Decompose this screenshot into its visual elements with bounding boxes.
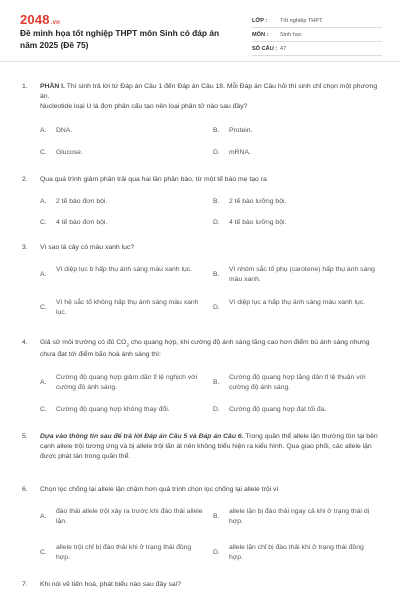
question-stem bbox=[40, 432, 385, 462]
question-number: 1. bbox=[22, 83, 28, 90]
option-text: Protein. bbox=[229, 127, 253, 134]
passage-lead: Dựa vào thông tin sau để trả lời Đáp án Câu 5 và Đáp án Câu 6. bbox=[40, 433, 244, 440]
logo-text: 2048 bbox=[20, 12, 50, 27]
option-text: allele lặn chỉ bị đào thải khi ở trạng thái đồng hợp. bbox=[229, 544, 364, 561]
meta-value: Sinh học bbox=[280, 31, 302, 38]
option-text: Cường độ quang hợp không thay đổi. bbox=[56, 406, 170, 413]
option-letter: D. bbox=[213, 219, 220, 226]
option-text: 4 tế bào lưỡng bội. bbox=[229, 219, 287, 226]
logo-suffix: .vn bbox=[50, 20, 61, 26]
option-letter: D. bbox=[213, 549, 220, 556]
option-text: đào thải allele trội xảy ra trước khi đào thải allele lặn. bbox=[56, 508, 203, 525]
question-number: 5. bbox=[22, 433, 28, 440]
meta-value: Tốt nghiệp THPT bbox=[280, 17, 323, 24]
question-stem bbox=[40, 338, 385, 360]
question-number: 7. bbox=[22, 581, 28, 588]
question-text bbox=[40, 82, 385, 112]
option-letter: B. bbox=[213, 513, 220, 520]
document-header bbox=[0, 0, 400, 62]
question-stem: Vì sao lá cây có màu xanh lục? bbox=[40, 244, 135, 251]
option-text: Vì diệp lục a hấp thụ ánh sáng màu xanh lục. bbox=[229, 299, 366, 306]
question-text-b: cho quang hợp, khi cường độ ánh sáng tăng cao hơn điểm bù ánh sáng nhưng chưa đạt tới điểm bão hoà ánh sáng thì: bbox=[40, 339, 370, 359]
option-letter: B. bbox=[213, 198, 220, 205]
option-letter: C. bbox=[40, 406, 47, 413]
question-number: 3. bbox=[22, 244, 28, 251]
option-text: allele lặn bị đào thải ngay cả khi ở trạng thái dị hợp. bbox=[229, 508, 370, 525]
option-letter: C. bbox=[40, 149, 47, 156]
option-text: DNA. bbox=[56, 127, 73, 134]
passage-text: Trong quần thể allele lặn thường tồn tại bên cạnh allele trội tương ứng và bị allele trội lấn át nên không biểu hiện ra kiểu hình. Qua giao phối, các allele lặn được phát tán trong quần thể. bbox=[40, 433, 378, 460]
option-text: allele trội chỉ bị đào thải khi ở trạng thái đồng hợp. bbox=[56, 544, 192, 561]
part-instruction: Thí sinh trả lời từ Đáp án Câu 1 đến Đáp án Câu 18. Mỗi Đáp án Câu hỏi thí sinh chỉ chọn một phương án. bbox=[40, 83, 378, 100]
option-text: Cường độ quang hợp giảm dần tỉ lệ nghịch với cường độ ánh sáng. bbox=[56, 374, 198, 391]
option-text: Vì nhóm sắc tố phụ (carotene) hấp thụ ánh sáng màu xanh. bbox=[229, 266, 375, 283]
option-text: Glucose. bbox=[56, 149, 83, 156]
option-letter: A. bbox=[40, 379, 47, 386]
question-stem: Chọn lọc chống lại allele lặn chậm hơn quá trình chọn lọc chống lại allele trội vì bbox=[40, 486, 279, 493]
option-letter: A. bbox=[40, 271, 47, 278]
option-letter: D. bbox=[213, 304, 220, 311]
meta-key: MÔN : bbox=[252, 31, 269, 38]
option-letter: A. bbox=[40, 127, 47, 134]
option-letter: A. bbox=[40, 198, 47, 205]
option-letter: C. bbox=[40, 304, 47, 311]
question-number: 2. bbox=[22, 176, 28, 183]
meta-value: 47 bbox=[280, 45, 287, 52]
option-letter: D. bbox=[213, 149, 220, 156]
meta-row-subject bbox=[252, 28, 382, 42]
meta-row-class bbox=[252, 14, 382, 28]
question-stem: Nucleotide loại U là đơn phân cấu tạo nên loại phân tử nào sau đây? bbox=[40, 103, 248, 110]
option-letter: B. bbox=[213, 271, 220, 278]
site-logo[interactable] bbox=[20, 12, 60, 27]
part-label: PHẦN I. bbox=[40, 83, 65, 90]
option-letter: B. bbox=[213, 127, 220, 134]
question-subscript: 2 bbox=[126, 342, 129, 348]
document-title: Đề minh họa tốt nghiệp THPT môn Sinh có đáp án năm 2025 (Đề 75) bbox=[20, 28, 220, 50]
option-text: Cường độ quang hợp đạt tối đa. bbox=[229, 406, 327, 413]
document-meta bbox=[252, 14, 382, 56]
question-number: 4. bbox=[22, 339, 28, 346]
meta-key: SỐ CÂU : bbox=[252, 45, 278, 52]
question-stem: Qua quá trình giảm phân trải qua hai lần phân bào, từ một tế bào mẹ tạo ra bbox=[40, 176, 267, 183]
option-letter: B. bbox=[213, 379, 220, 386]
option-text: Cường độ quang hợp tăng dần tỉ lệ thuận với cường độ ánh sáng. bbox=[229, 374, 366, 391]
option-text: Vì hệ sắc tố không hấp thụ ánh sáng màu xanh lục. bbox=[56, 299, 199, 316]
option-text: mRNA. bbox=[229, 149, 251, 156]
question-text-a: Giả sử môi trường có đủ CO bbox=[40, 339, 127, 346]
question-stem: Khi nói về tiến hoá, phát biểu nào sau đây sai? bbox=[40, 581, 181, 588]
meta-key: LỚP : bbox=[252, 17, 268, 24]
option-letter: C. bbox=[40, 549, 47, 556]
option-text: 4 tế bào đơn bội. bbox=[56, 219, 108, 226]
option-text: Vì diệp lục b hấp thụ ánh sáng màu xanh lục. bbox=[56, 266, 193, 273]
meta-row-count bbox=[252, 42, 382, 56]
option-letter: D. bbox=[213, 406, 220, 413]
option-text: 2 tế bào đơn bội. bbox=[56, 198, 108, 205]
option-letter: A. bbox=[40, 513, 47, 520]
option-letter: C. bbox=[40, 219, 47, 226]
option-text: 2 tế bào lưỡng bội. bbox=[229, 198, 287, 205]
question-number: 6. bbox=[22, 486, 28, 493]
